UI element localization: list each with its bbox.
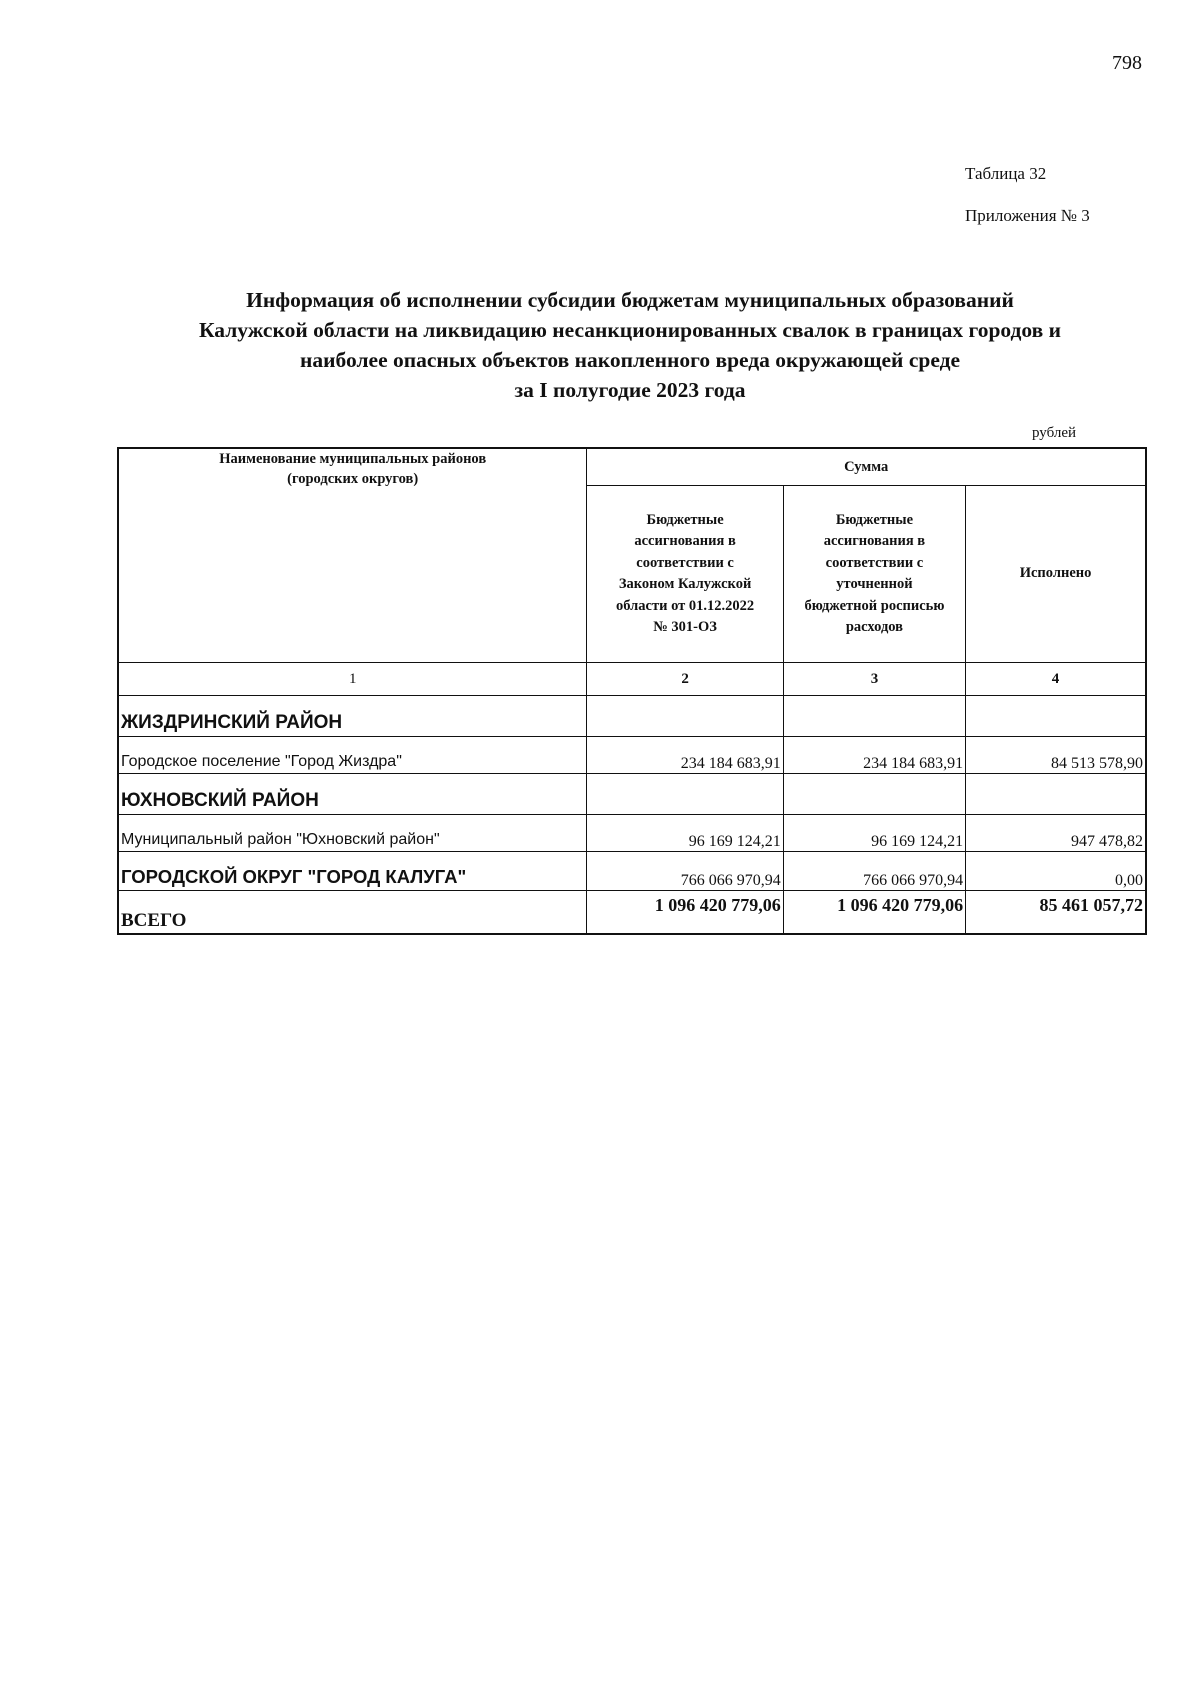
header-line: ассигнования в [634, 533, 736, 549]
header-line: Бюджетные [646, 511, 724, 528]
empty-cell [587, 696, 783, 737]
table-row [118, 696, 1146, 737]
header-line: Бюджетные [835, 511, 914, 528]
header-line: соответствии с [636, 554, 734, 571]
header-name-line: (городских округов) [287, 471, 419, 487]
value-refined: 96 169 124,21 [783, 815, 965, 852]
title-line: Информация об исполнении субсидии бюджетам муниципальных образований [246, 288, 1014, 312]
value-refined: 234 184 683,91 [783, 737, 965, 774]
header-name [118, 448, 587, 663]
value-law: 234 184 683,91 [587, 737, 783, 774]
column-index: 2 [587, 663, 783, 696]
column-index: 1 [118, 663, 587, 696]
subsidy-table [117, 447, 1147, 935]
row-name: Городское поселение "Город Жиздра" [118, 737, 587, 774]
header-line: Законом Калужской [618, 576, 752, 592]
header-line: соответствии с [825, 554, 924, 571]
header-line: ассигнования в [823, 533, 926, 549]
appendix-reference: Приложения № 3 [965, 206, 1090, 225]
value-law: 96 169 124,21 [587, 815, 783, 852]
value-executed: 0,00 [966, 852, 1146, 891]
row-name: ВСЕГО [118, 891, 587, 935]
value-executed: 85 461 057,72 [966, 891, 1146, 935]
table-row [118, 737, 1146, 774]
empty-cell [783, 696, 965, 737]
document-title [100, 285, 1160, 405]
title-line: наиболее опасных объектов накопленного вреда окружающей среде [300, 348, 960, 372]
row-name: ЮХНОВСКИЙ РАЙОН [118, 774, 587, 815]
column-index: 3 [783, 663, 965, 696]
header-line: уточненной [836, 576, 913, 592]
value-executed: 84 513 578,90 [966, 737, 1146, 774]
header-line: бюджетной росписью [804, 597, 945, 614]
column-index-row [118, 663, 1146, 696]
empty-cell [966, 774, 1146, 815]
header-line: № 301-ОЗ [653, 619, 717, 635]
value-refined: 766 066 970,94 [783, 852, 965, 891]
title-line: Калужской области на ликвидацию несанкционированных свалок в границах городов и [198, 318, 1062, 342]
empty-cell [966, 696, 1146, 737]
header-line: области от 01.12.2022 [616, 597, 755, 614]
empty-cell [783, 774, 965, 815]
value-law: 1 096 420 779,06 [587, 891, 783, 935]
header-sum: Сумма [587, 448, 1146, 486]
row-name: ЖИЗДРИНСКИЙ РАЙОН [118, 696, 587, 737]
row-name: Муниципальный район "Юхновский район" [118, 815, 587, 852]
empty-cell [587, 774, 783, 815]
table-row [118, 852, 1146, 891]
title-line: за I полугодие 2023 года [514, 378, 746, 402]
header-col2 [587, 486, 783, 663]
value-executed: 947 478,82 [966, 815, 1146, 852]
total-row [118, 891, 1146, 935]
table-row [118, 774, 1146, 815]
value-law: 766 066 970,94 [587, 852, 783, 891]
value-refined: 1 096 420 779,06 [783, 891, 965, 935]
header-col4: Исполнено [966, 486, 1146, 663]
header-col3 [783, 486, 965, 663]
table-row [118, 815, 1146, 852]
table-reference: Таблица 32 [965, 164, 1047, 183]
page-number: 798 [1112, 52, 1142, 74]
header-line: расходов [845, 619, 904, 635]
column-index: 4 [966, 663, 1146, 696]
row-name: ГОРОДСКОЙ ОКРУГ "ГОРОД КАЛУГА" [118, 852, 587, 891]
header-name-line: Наименование муниципальных районов [219, 451, 487, 467]
units-label: рублей [1032, 425, 1077, 441]
